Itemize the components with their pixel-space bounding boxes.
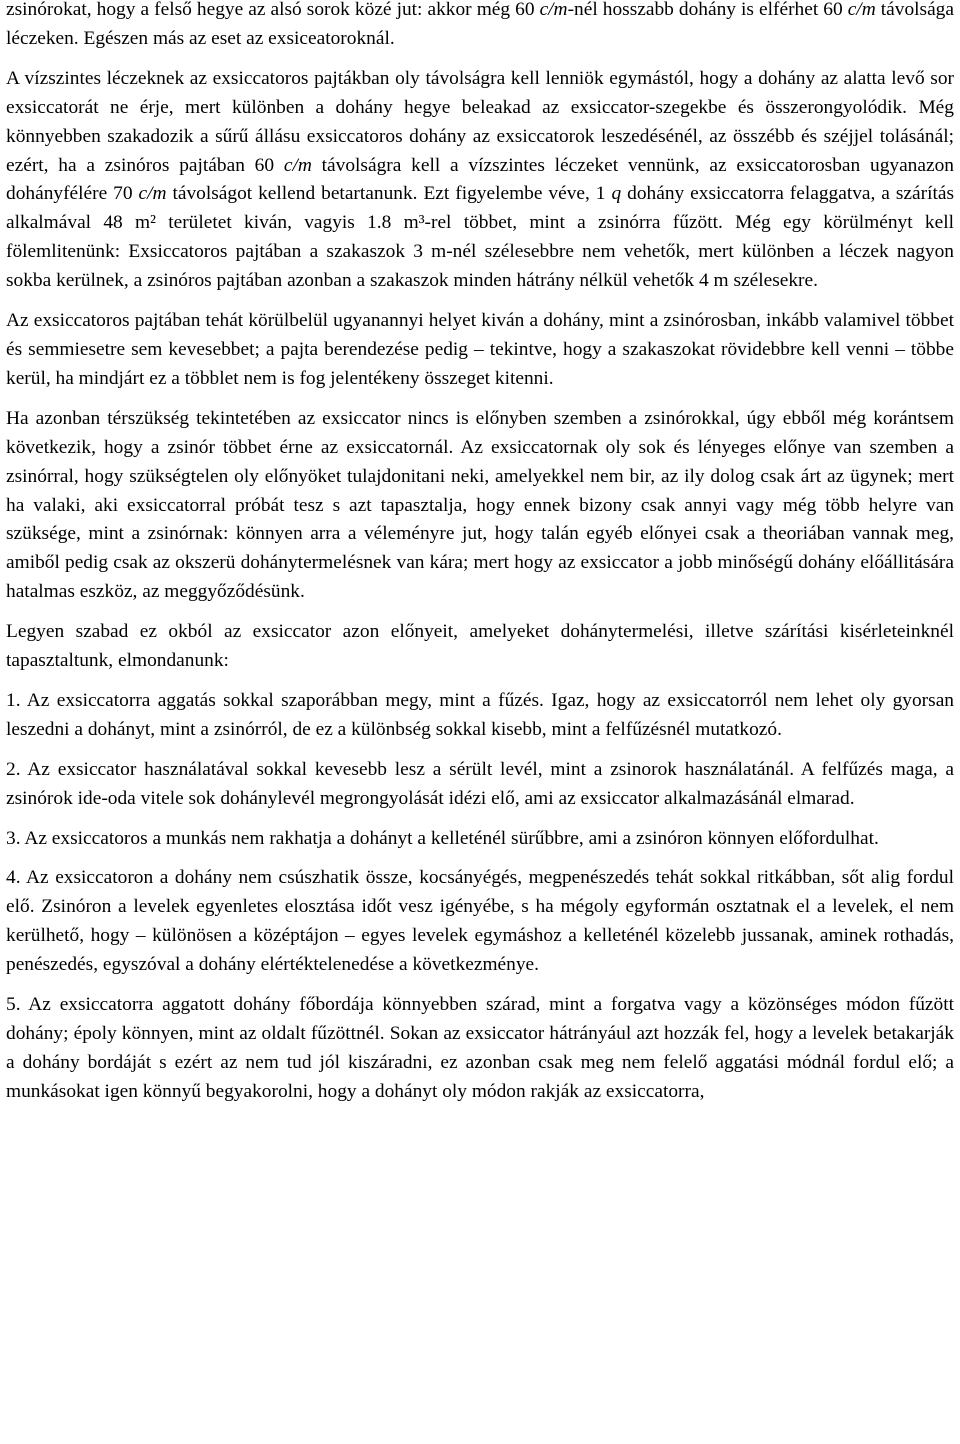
paragraph-text: 3. Az exsiccatoros a munkás nem rakhatja a dohányt a kelleténél sürűbbre, ami a zsinóron könnyen előfordulhat. [6, 827, 879, 849]
paragraph-text: -nél hosszabb dohány is elférhet 60 [567, 0, 848, 20]
paragraph [6, 864, 954, 980]
italic-text: c/m [847, 0, 876, 20]
paragraph [6, 0, 954, 54]
paragraph-text: távolságot kellend betartanunk. Ezt figyelembe véve, 1 [166, 183, 612, 205]
paragraph-text: Az exsiccatoros pajtában tehát körülbelül ugyanannyi helyet kiván a dohány, mint a zsinórosban, inkább valamivel többet és semmiesetre sem kevesebbet; a pajta berendezése pedig – tekintve, hogy a szakaszokat rövidebbre kell venni – többe kerül, ha mindjárt ez a többlet nem is fog jelentékeny összeget kitenni. [6, 310, 954, 389]
paragraph-text: 2. Az exsiccator használatával sokkal kevesebb lesz a sérült levél, mint a zsinorok használatánál. A felfűzés maga, a zsinórok ide-oda vitele sok dohánylevél megrongyolását idézi elő, ami az exsiccator alkalmazásánál elmarad. [6, 758, 954, 809]
italic-text: c/m [539, 0, 568, 20]
paragraph-text: 1. Az exsiccatorra aggatás sokkal szaporábban megy, mint a fűzés. Igaz, hogy az exsiccatorról nem lehet oly gyorsan leszedni a dohányt, mint a zsinórról, de ez a különbség sokkal kisebb, mint a felfűzésnél mutatkozó. [6, 689, 954, 740]
paragraph-text: távolsága léczeken. Egészen más az eset az exsiceatoroknál. [6, 0, 954, 49]
paragraph-text: zsinórokat, hogy a felső hegye az alsó sorok közé jut: akkor még 60 [6, 0, 540, 20]
paragraph [6, 618, 954, 676]
document-page [6, 0, 954, 1118]
italic-text: q [611, 183, 622, 205]
paragraph-text: Ha azonban térszükség tekintetében az exsiccator nincs is előnyben szemben a zsinórokkal, úgy ebből még korántsem következik, hogy a zsinór többet érne az exsiccatornál. Az exsiccatornak oly sok és lényeges előnye van szemben a zsinórral, hogy szükségtelen oly előnyöket tulajdonitani neki, amelyekkel nem bir, az ily dolog csak árt az ügynek; mert ha valaki, aki exsiccatorral próbát tesz s azt tapasztalja, hogy ennek bizony csak annyi vagy még több helyre van szüksége, mint a zsinórnak: könnyen arra a véleményre jut, hogy talán egyéb előnyei csak a theoriában vannak meg, amiből pedig csak az okszerü dohánytermelésnek van kára; mert hogy az exsiccator a jobb minőségű dohány előállitására hatalmas eszköz, az meggyőződésünk. [6, 407, 954, 603]
italic-text: c/m [283, 154, 312, 176]
paragraph [6, 65, 954, 296]
paragraph [6, 825, 954, 854]
paragraph [6, 405, 954, 607]
paragraph-text: 4. Az exsiccatoron a dohány nem csúszhatik össze, kocsányégés, megpenészedés tehát sokkal ritkábban, sőt alig fordul elő. Zsinóron a levelek egyenletes elosztása időt vesz igényébe, s ha mégoly egyformán osztatnak el a levelek, el nem kerülhető, hogy – különösen a középtájon – egyes levelek egymáshoz a kelleténél közelebb jussanak, aminek rothadás, penészedés, egyszóval a dohány elértéktelenedése a következménye. [6, 867, 954, 976]
paragraph-text: dohány exsiccatorra felaggatva, a szárítás alkalmával 48 m² területet kiván, vagyis 1.8 m³-rel többet, mint a zsinórra fűzött. Még egy körülményt kell fölemlitenünk: Exsiccatoros pajtában a szakaszok 3 m-nél szélesebbre nem vehetők, mert különben a léczek nagyon sokba kerülnek, a zsinóros pajtában azonban a szakaszok minden hátrány nélkül vehetők 4 m szélesekre. [6, 183, 955, 292]
paragraph-text: 5. Az exsiccatorra aggatott dohány főbordája könnyebben szárad, mint a forgatva vagy a közönséges módon fűzött dohány; époly könnyen, mint az oldalt fűzöttnél. Sokan az exsiccator hátrányául azt hozzák fel, hogy a levelek betakarják a dohány bordáját s ezért az nem tud jól kiszáradni, ez azonban csak meg nem felelő aggatási módnál fordul elő; a munkásokat igen könnyű begyakorolni, hogy a dohányt oly módon rakják az exsiccatorra, [6, 994, 954, 1102]
italic-text: c/m [138, 183, 167, 205]
paragraph [6, 307, 954, 394]
paragraph-text: távolságra kell a vízszintes léczeket vennünk, az exsiccatorosban ugyanazon dohányfélére 70 [6, 154, 954, 205]
paragraph-text: A vízszintes léczeknek az exsiccatoros pajtákban oly távolságra kell lenniök egymástól, hogy a dohány az alatta levő sor exsiccatorát ne érje, mert különben a dohány hegye beleakad az exsiccator-szegekbe és összerongyolódik. Még könnyebben szakadozik a sűrű állásu exsiccatoros dohány az exsiccatorok leszedésénél, az összébb és széjjel tolásánál; ezért, ha a zsinóros pajtában 60 [6, 67, 954, 176]
paragraph-text: Legyen szabad ez okból az exsiccator azon előnyeit, amelyeket dohánytermelési, illetve szárítási kisérleteinknél tapasztaltunk, elmondanunk: [6, 621, 954, 672]
paragraph [6, 687, 954, 745]
paragraph [6, 756, 954, 814]
paragraph [6, 991, 954, 1107]
